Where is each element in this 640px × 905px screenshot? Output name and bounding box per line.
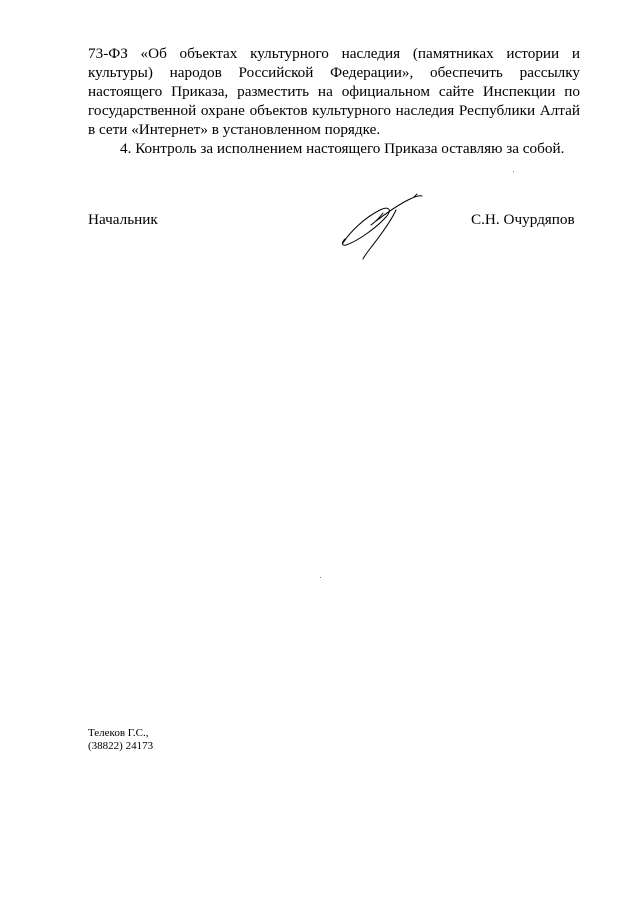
signatory-name: С.Н. Очурдяпов <box>471 211 575 228</box>
executor-phone: (38822) 24173 <box>88 740 154 752</box>
signature-icon <box>336 188 428 260</box>
paragraph-4: 4. Контроль за исполнением настоящего Приказа оставляю за собой. <box>120 140 565 157</box>
scan-speck <box>320 577 321 578</box>
signatory-title: Начальник <box>88 211 158 228</box>
paragraph-main: 73-ФЗ «Об объектах культурного наследия (памятниках истории и культуры) народов Российской Федерации», обеспечить рассылку настоящего Приказа, разместить на официальном сайте Инспекции по государственной охране объектов культурного наследия Республики Алтай в сети «Интернет» в установленном порядке. <box>88 45 580 138</box>
document-body <box>88 44 580 158</box>
executor-name: Телеков Г.С., <box>88 727 149 739</box>
scan-speck <box>513 171 514 172</box>
